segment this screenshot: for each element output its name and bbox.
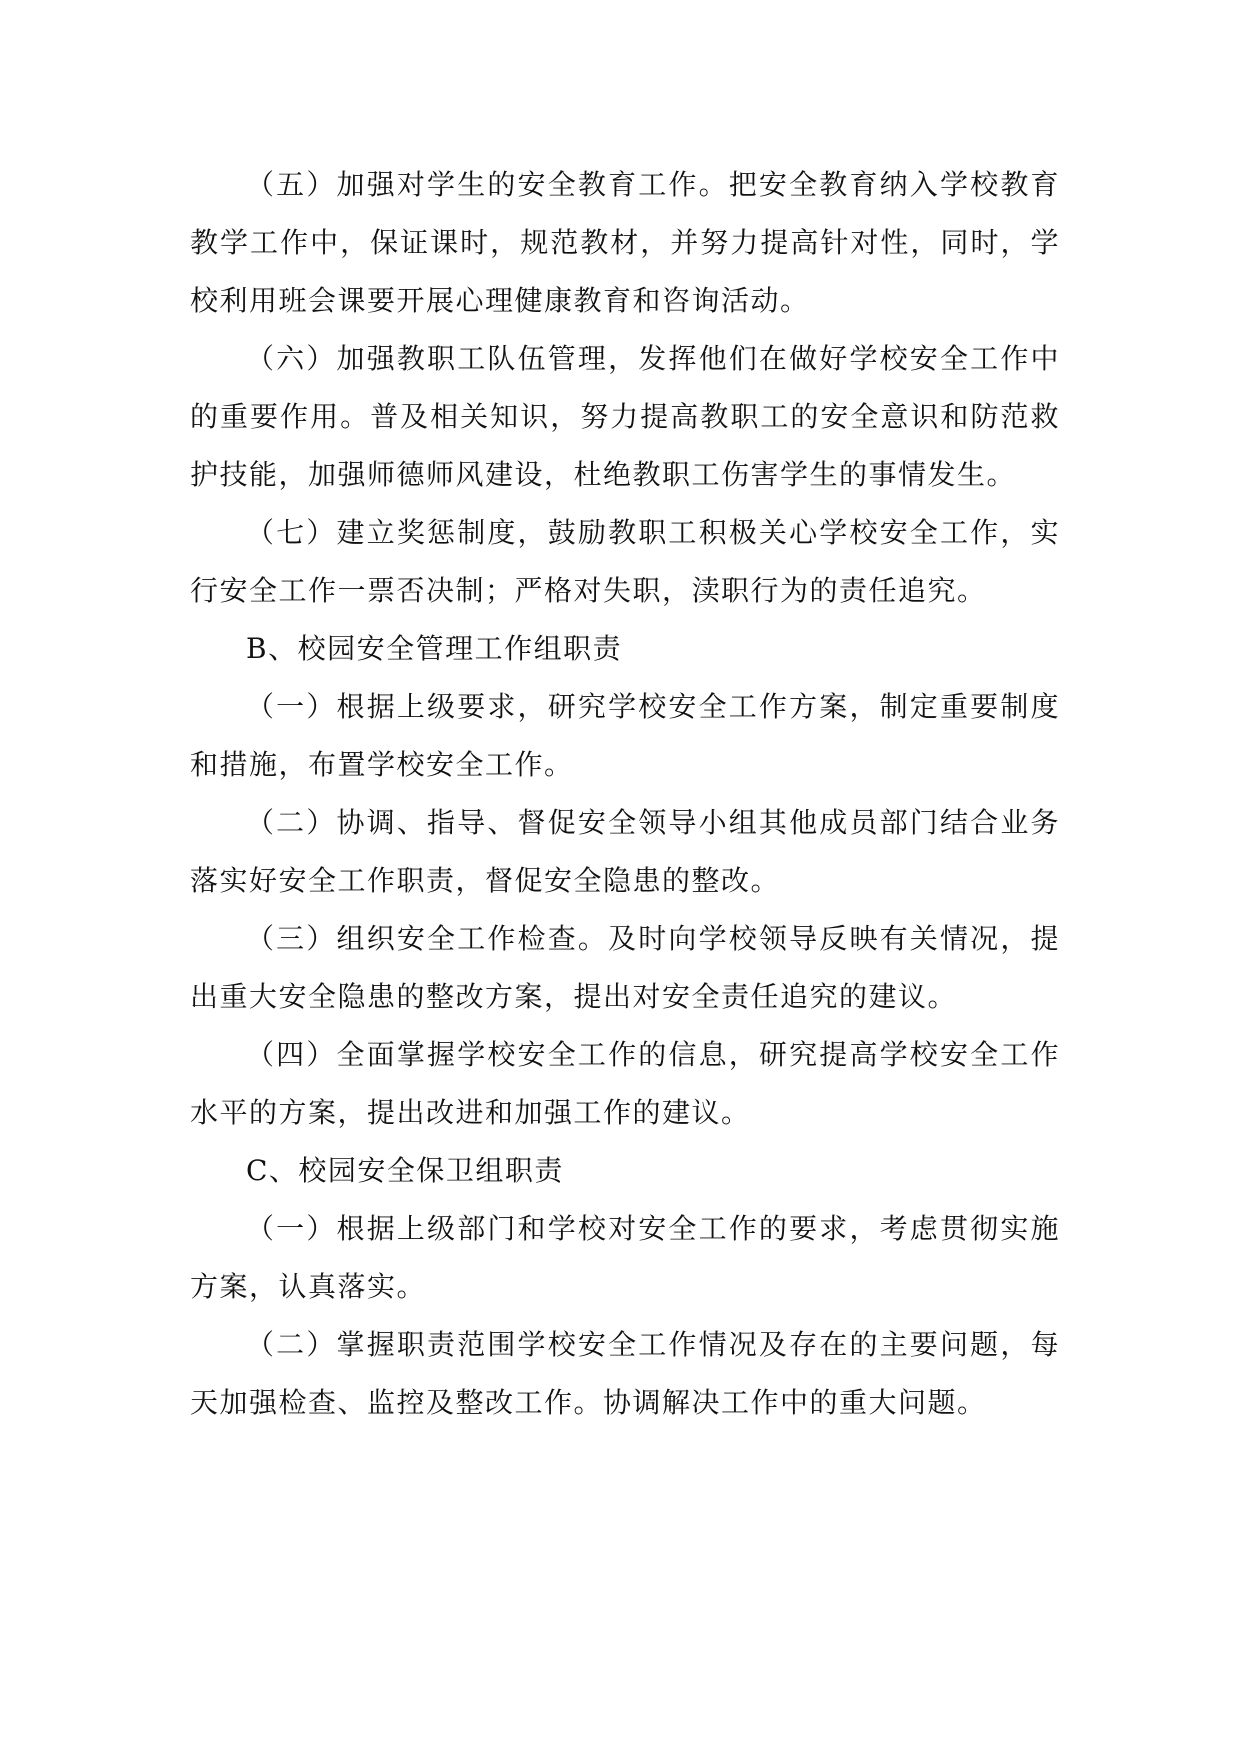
section-heading-b: B、校园安全管理工作组职责 — [246, 632, 623, 665]
paragraph-6-staff-management: （六）加强教职工队伍管理，发挥他们在做好学校安全工作中的重要作用。普及相关知识，努力提高教职工的安全意识和防范救护技能，加强师德师风建设，杜绝教职工伤害学生的事情发生。 — [190, 342, 1060, 491]
paragraph-7-reward-punishment: （七）建立奖惩制度，鼓励教职工积极关心学校安全工作，实行安全工作一票否决制；严格对失职，渎职行为的责任追究。 — [190, 516, 1060, 607]
document-body — [190, 156, 1060, 1432]
paragraph-5-safety-education: （五）加强对学生的安全教育工作。把安全教育纳入学校教育教学工作中，保证课时，规范教材，并努力提高针对性，同时，学校利用班会课要开展心理健康教育和咨询活动。 — [190, 168, 1060, 317]
section-heading-c: C、校园安全保卫组职责 — [246, 1154, 564, 1187]
paragraph-c2: （二）掌握职责范围学校安全工作情况及存在的主要问题，每天加强检查、监控及整改工作。协调解决工作中的重大问题。 — [190, 1328, 1060, 1419]
paragraph-b2: （二）协调、指导、督促安全领导小组其他成员部门结合业务落实好安全工作职责，督促安全隐患的整改。 — [190, 806, 1060, 897]
paragraph-b4: （四）全面掌握学校安全工作的信息，研究提高学校安全工作水平的方案，提出改进和加强工作的建议。 — [190, 1038, 1060, 1129]
paragraph-c1: （一）根据上级部门和学校对安全工作的要求，考虑贯彻实施方案，认真落实。 — [190, 1212, 1060, 1303]
paragraph-b3: （三）组织安全工作检查。及时向学校领导反映有关情况，提出重大安全隐患的整改方案，提出对安全责任追究的建议。 — [190, 922, 1060, 1013]
paragraph-b1: （一）根据上级要求，研究学校安全工作方案，制定重要制度和措施，布置学校安全工作。 — [190, 690, 1060, 781]
